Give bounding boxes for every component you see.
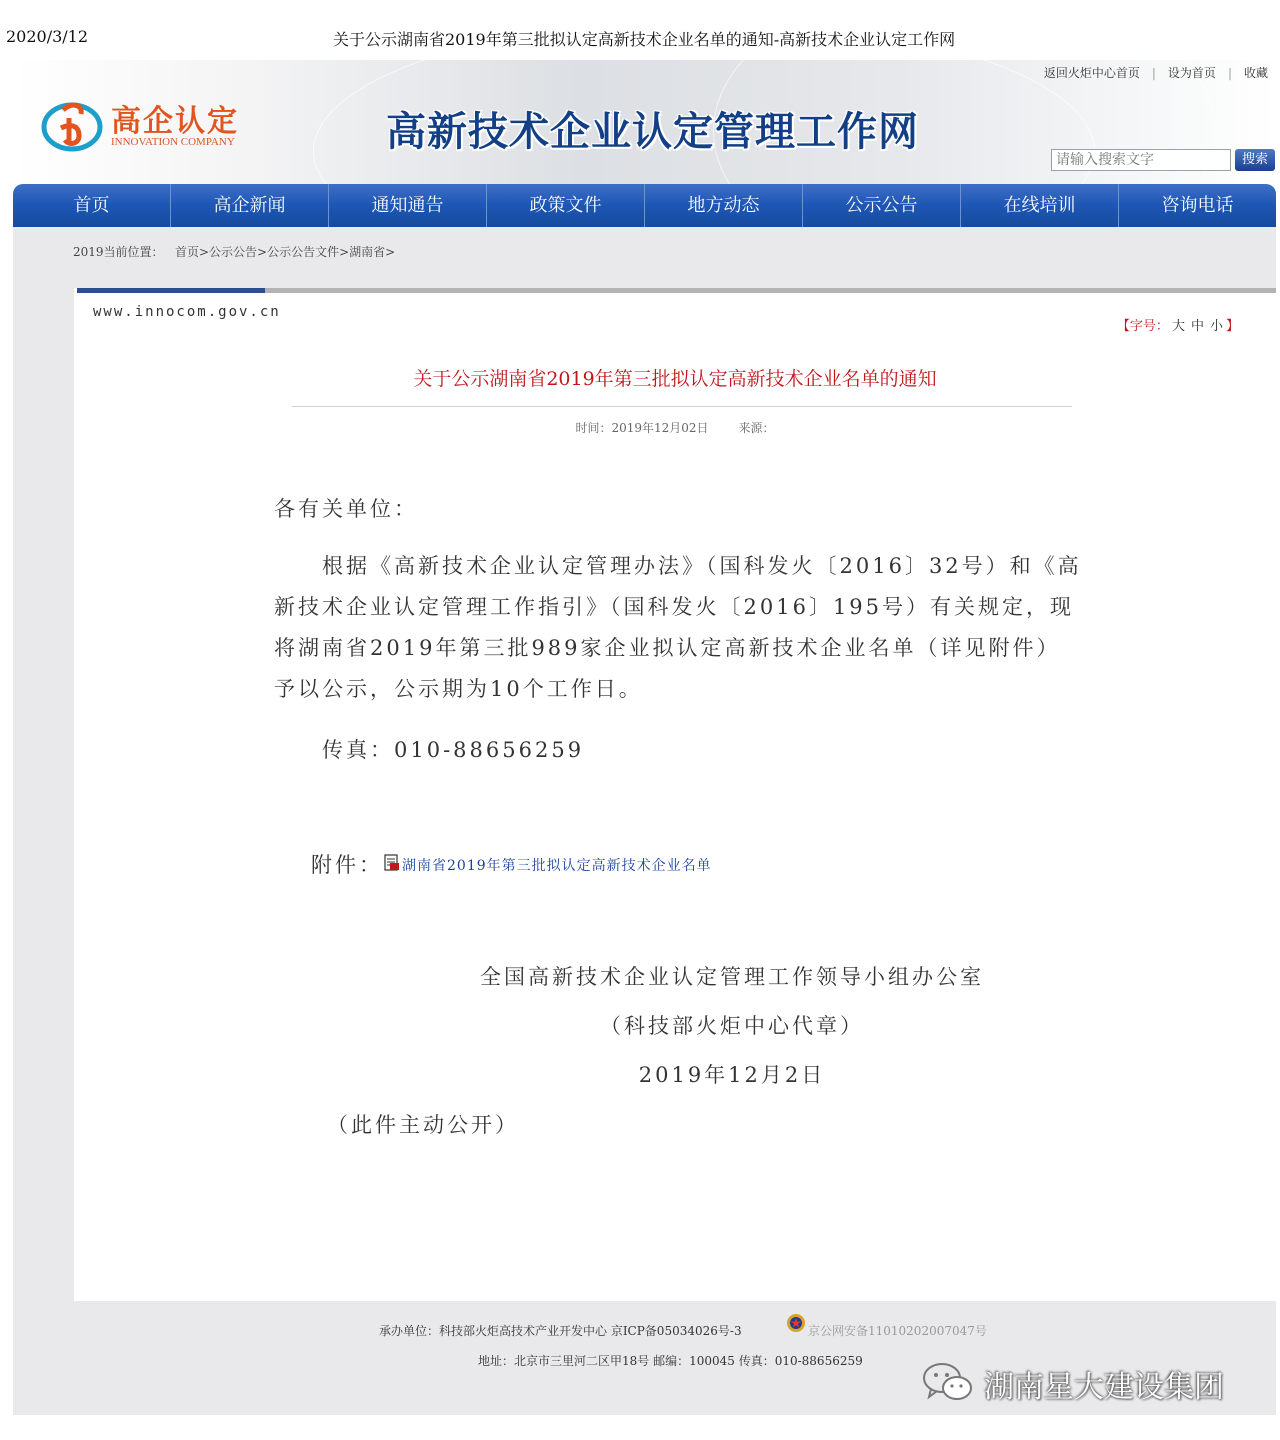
- attachment-label: 附件：: [311, 853, 383, 877]
- main-nav: [13, 184, 1276, 227]
- search-button[interactable]: 搜索: [1235, 149, 1275, 171]
- salutation: 各有关单位：: [274, 497, 418, 521]
- search-input[interactable]: [1051, 149, 1231, 171]
- logo-text-cn: 高企认定: [111, 104, 239, 139]
- site-logo[interactable]: [41, 90, 261, 160]
- article-time: 时间：2019年12月02日: [575, 421, 709, 435]
- site-domain: www.innocom.gov.cn: [93, 304, 281, 320]
- signature-date: 2019年12月2日: [638, 1063, 826, 1087]
- site-title: 高新技术企业认定管理工作网: [386, 109, 919, 155]
- link-torch-home[interactable]: 返回火炬中心首页: [1043, 66, 1140, 80]
- logo-text-en: INNOVATION COMPANY: [111, 136, 235, 148]
- nav-item-news[interactable]: 高企新闻: [171, 184, 329, 227]
- breadcrumb: [13, 227, 1276, 273]
- attachment-link[interactable]: 湖南省2019年第三批拟认定高新技术企业名单: [402, 858, 712, 874]
- breadcrumb-path[interactable]: 首页>公示公告>公示公告文件>湖南省>: [175, 245, 396, 259]
- watermark-text: 湖南星大建设集团: [984, 1370, 1224, 1405]
- signature-seal: （科技部火炬中心代章）: [600, 1014, 864, 1038]
- nav-item-training[interactable]: 在线培训: [961, 184, 1119, 227]
- nav-item-home[interactable]: 首页: [13, 184, 171, 227]
- article-source: 来源：: [738, 421, 775, 435]
- wechat-icon: [921, 1361, 975, 1403]
- fax-line: 传真：010-88656259: [322, 738, 585, 762]
- article-panel: [74, 288, 1276, 1301]
- article-title: 关于公示湖南省2019年第三批拟认定高新技术企业名单的通知: [413, 368, 937, 390]
- content-area: [13, 273, 1276, 1415]
- title-divider: [292, 406, 1072, 407]
- disclosure-note: （此件主动公开）: [327, 1113, 519, 1137]
- print-page-title: 关于公示湖南省2019年第三批拟认定高新技术企业名单的通知-高新技术企业认定工作网: [333, 30, 956, 49]
- nav-item-notices[interactable]: 通知通告: [329, 184, 487, 227]
- nav-item-policies[interactable]: 政策文件: [487, 184, 645, 227]
- link-bookmark[interactable]: 收藏: [1243, 66, 1268, 80]
- pdf-file-icon: [384, 854, 400, 871]
- footer-organizer: 承办单位：科技部火炬高技术产业开发中心 京ICP备05034026号-3: [379, 1324, 742, 1338]
- nav-item-hotline[interactable]: 咨询电话: [1161, 195, 1234, 216]
- font-size-switcher: 【字号： 大 中 小 】: [1116, 319, 1239, 334]
- nav-item-announcements[interactable]: 公示公告: [803, 184, 961, 227]
- footer-police-record[interactable]: 京公网安备11010202007047号: [808, 1324, 987, 1338]
- article-paragraph: 根据《高新技术企业认定管理办法》（国科发火〔2016〕32号）和《高新技术企业认定管理工作指引》（国科发火〔2016〕195号）有关规定，现将湖南省2019年第三批989家企业拟认定高新技术企业名单（详见附件）予以公示，公示期为10个工作日。: [274, 554, 1082, 701]
- print-header: [0, 0, 1280, 60]
- site-banner: [13, 60, 1276, 184]
- logo-mark-icon: [41, 94, 103, 156]
- print-date: 2020/3/12: [6, 27, 89, 46]
- nav-item-local[interactable]: 地方动态: [645, 184, 803, 227]
- police-badge-icon: [786, 1313, 806, 1333]
- footer-address: 地址：北京市三里河二区甲18号 邮编：100045 传真：010-88656259: [478, 1354, 863, 1368]
- breadcrumb-label: 2019当前位置：: [73, 245, 164, 259]
- signature-org: 全国高新技术企业认定管理工作领导小组办公室: [480, 965, 984, 989]
- link-set-homepage[interactable]: 设为首页: [1167, 66, 1216, 80]
- font-size-medium[interactable]: 中: [1190, 319, 1204, 334]
- article-meta: [74, 419, 1276, 436]
- top-links: 返回火炬中心首页 | 设为首页 | 收藏: [1043, 66, 1268, 80]
- font-size-small[interactable]: 小: [1209, 319, 1223, 334]
- font-size-large[interactable]: 大: [1171, 319, 1185, 334]
